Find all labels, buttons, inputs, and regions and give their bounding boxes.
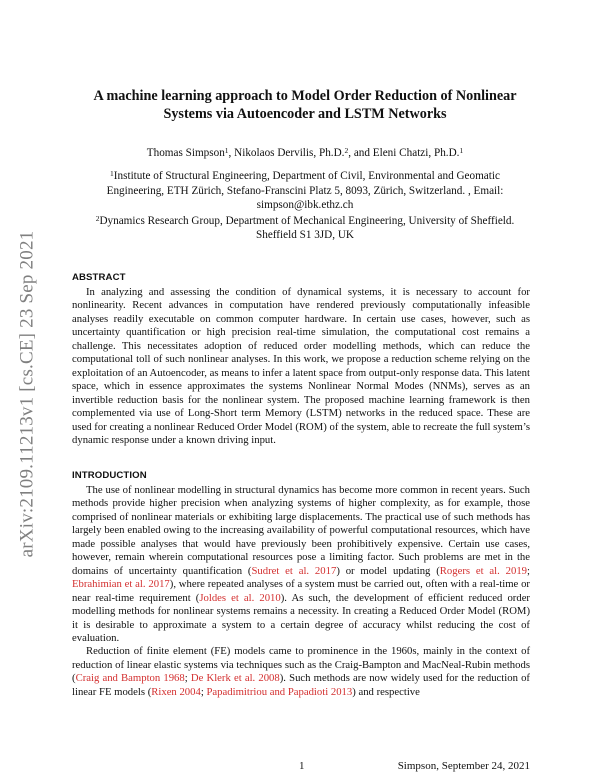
paragraph-text: ) and respective — [352, 685, 420, 698]
paragraph-text: ), where repeated analyses of a system must be carried out, often with a real-time or near real-time requirement ( — [72, 578, 530, 604]
paragraph-text: ; — [527, 564, 530, 577]
arxiv-sidebar — [14, 208, 40, 580]
author-name: , Nikolaos Dervilis, Ph.D. — [228, 147, 345, 159]
introduction-paragraph-1 — [72, 484, 530, 645]
affiliation-mark: 1 — [110, 169, 114, 178]
abstract-body — [72, 286, 530, 447]
citation-link[interactable]: Papadimitriou and Papadioti 2013 — [206, 685, 353, 698]
paragraph-text: ). As such, the development of efficient reduced order modelling methods for nonlinear systems remains a necessity. In creating a Reduced Order Model (ROM) it is desirable to approximate a system to a certain degree of accuracy whilst reducing the cost of evaluation. — [72, 591, 530, 644]
citation-link[interactable]: Ebrahimian et al. 2017 — [72, 578, 170, 591]
citation-link[interactable]: Craig and Bampton 1968 — [75, 672, 185, 685]
paragraph-text: Reduction of finite element (FE) models came to prominence in the 1960s, mainly in the context of reduction of linear elastic systems via techniques such as the Craig-Bampton and MacNeal-Rubin methods ( — [72, 645, 530, 685]
author-list — [80, 146, 530, 160]
citation-link[interactable]: Rixen 2004 — [151, 685, 201, 698]
introduction-body — [72, 484, 530, 699]
affiliation-text: Institute of Structural Engineering, Department of Civil, Environmental and Geomatic Engineering, ETH Zürich, Stefano-Franscini Platz 5, 8093, Zürich, Switzerland. , Email: simpson@ibk.ethz.ch — [106, 170, 504, 212]
abstract-paragraph: In analyzing and assessing the condition of dynamical systems, it is necessary to account for nonlinearity. Recent advances in computation have rendered previously computationally infeasible analyses readily executable on common computer hardware. In certain use cases, however, such as uncertainty quantification or high precision real-time simulation, the computational cost remains a challenge. This necessitates adoption of reduced order modelling methods, which can reduce the computational toll of such nonlinear analyses. In this work, we propose a reduction scheme relying on the exploitation of an Autoencoder, as means to infer a latent space from output-only response data. This latent space, which in essence approximates the systems Nonlinear Normal Modes (NNMs), serves as an invertible reduction basis for the nonlinear system. The proposed machine learning framework is then complemented via use of Long-Short term Memory (LSTM) networks in the reduced space. These are used for creating a nonlinear Reduced Order Model (ROM) of the system, able to recreate the full system’s dynamic response under a known driving input. — [72, 286, 530, 446]
paragraph-text: ). Such methods are now widely used for the reduction of linear FE models ( — [72, 672, 530, 698]
author-affiliation-mark: 1 — [459, 146, 464, 155]
citation-link[interactable]: Sudret et al. 2017 — [251, 564, 337, 577]
running-footer: Simpson, September 24, 2021 — [397, 760, 530, 772]
author-affiliation-mark: 1 — [224, 146, 229, 155]
affiliation-mark: 2 — [95, 213, 100, 223]
abstract-heading: ABSTRACT — [72, 272, 126, 283]
introduction-heading: INTRODUCTION — [72, 470, 147, 481]
paper-title: A machine learning approach to Model Order Reduction of Nonlinear Systems via Autoencoder and LSTM Networks — [93, 88, 517, 122]
affiliation-2 — [80, 214, 530, 243]
author-affiliation-mark: 2 — [344, 146, 349, 155]
paragraph-text: ) or model updating ( — [336, 564, 440, 577]
paragraph-text: ; — [200, 685, 207, 698]
paragraph-text: ; — [184, 672, 191, 685]
citation-link[interactable]: Rogers et al. 2019 — [439, 564, 528, 577]
citation-link[interactable]: Joldes et al. 2010 — [199, 591, 281, 604]
paragraph-text: The use of nonlinear modelling in structural dynamics has become more common in recent years. Such methods provide higher precision when analyzing systems of higher complexity, as for example, those comprised of nonlinear materials or exhibiting large displacements. The practical use of such methods has largely been enabled owing to the increasing availability of powerful computational resources, which have made possible analyses that would have previously been prohibitively expensive. Certain use cases, however, remain wherein computational resources pose a limiting factor. Such problems are met in the domains of uncertainty quantification ( — [72, 484, 530, 577]
affiliations — [80, 169, 530, 243]
arxiv-identifier: arXiv:2109.11213v1 [cs.CE] 23 Sep 2021 — [16, 230, 38, 558]
page-number: 1 — [299, 760, 305, 772]
author-name: , and Eleni Chatzi, Ph.D. — [348, 147, 460, 159]
citation-link[interactable]: De Klerk et al. 2008 — [190, 672, 280, 685]
affiliation-1 — [80, 169, 530, 213]
introduction-paragraph-2 — [72, 645, 530, 699]
author-name: Thomas Simpson — [146, 147, 225, 159]
affiliation-text: Dynamics Research Group, Department of Mechanical Engineering, University of Sheffield. Sheffield S1 3JD, UK — [99, 214, 515, 242]
